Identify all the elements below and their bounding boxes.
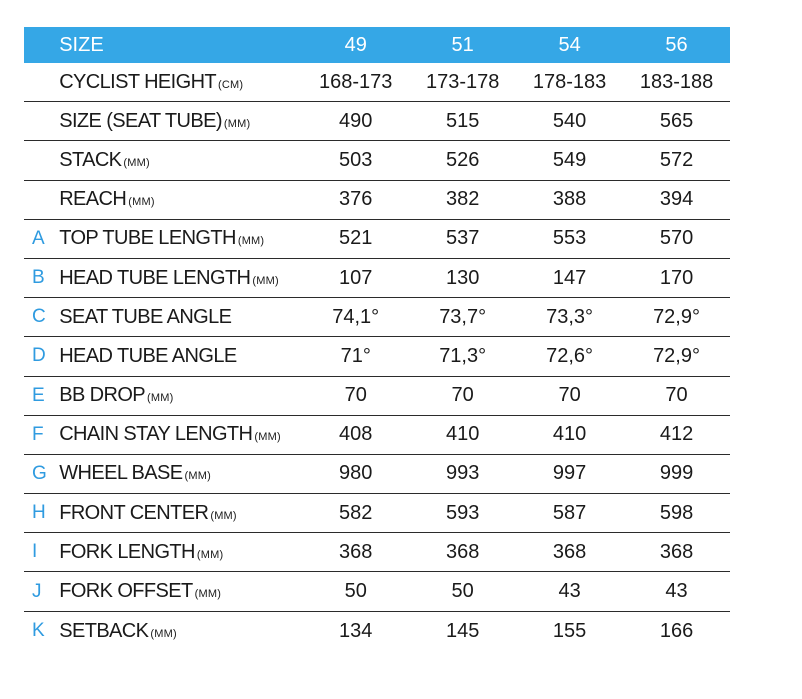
header-size-label: SIZE <box>59 33 104 56</box>
table-cell: 70 <box>451 384 474 407</box>
row-unit: (MM) <box>237 235 265 248</box>
table-cell: 503 <box>339 148 373 171</box>
row-label <box>59 384 302 407</box>
table-cell: 71° <box>340 344 371 367</box>
table-cell: 147 <box>552 266 587 289</box>
table-cell: 412 <box>659 423 694 446</box>
table-cell: 490 <box>339 109 373 132</box>
row-label <box>59 267 302 290</box>
table-cell: 368 <box>659 540 694 563</box>
row-letter: K <box>32 620 45 642</box>
table-cell: 43 <box>558 580 581 603</box>
row-letter: E <box>32 384 45 406</box>
table-cell: 382 <box>445 188 480 211</box>
table-cell: 50 <box>344 580 367 603</box>
row-label <box>59 502 302 525</box>
table-cell: 993 <box>445 462 480 485</box>
table-cell: 178-183 <box>532 70 607 93</box>
table-cell: 999 <box>659 462 694 485</box>
row-name: SEAT TUBE ANGLE <box>59 305 232 328</box>
row-name: CYCLIST HEIGHT <box>59 70 217 93</box>
table-cell: 155 <box>552 619 587 642</box>
row-label <box>59 620 302 643</box>
table-cell: 368 <box>445 540 480 563</box>
table-cell: 582 <box>339 501 373 524</box>
row-name: CHAIN STAY LENGTH <box>59 423 253 446</box>
row-letter: C <box>32 306 46 328</box>
table-cell: 70 <box>344 384 367 407</box>
row-label <box>59 149 302 172</box>
table-cell: 368 <box>339 540 373 563</box>
row-unit: (CM) <box>218 78 244 91</box>
table-cell: 587 <box>552 501 587 524</box>
table-cell: 71,3° <box>439 344 487 367</box>
table-row <box>24 181 730 220</box>
row-unit: (MM) <box>194 588 222 601</box>
table-cell: 130 <box>445 266 480 289</box>
table-row <box>24 220 730 259</box>
table-cell: 515 <box>445 109 480 132</box>
table-row <box>24 259 730 298</box>
table-cell: 43 <box>665 580 688 603</box>
table-cell: 997 <box>552 462 587 485</box>
row-unit: (MM) <box>184 470 211 483</box>
table-cell: 72,6° <box>546 344 594 367</box>
table-row <box>24 63 730 102</box>
table-cell: 173-178 <box>425 70 500 93</box>
row-label <box>59 306 302 329</box>
table-cell: 72,9° <box>653 305 700 328</box>
table-cell: 73,3° <box>546 305 594 328</box>
table-row <box>24 377 730 416</box>
table-cell: 134 <box>339 619 373 642</box>
geometry-table <box>24 27 730 651</box>
table-cell: 570 <box>659 227 694 250</box>
table-cell: 168-173 <box>319 70 393 93</box>
row-letter: D <box>32 345 46 367</box>
table-cell: 70 <box>558 384 581 407</box>
table-cell: 73,7° <box>439 305 487 328</box>
row-unit: (MM) <box>128 196 155 209</box>
table-header-row <box>24 27 730 63</box>
table-cell: 537 <box>445 227 480 250</box>
header-size-51: 51 <box>451 33 474 56</box>
row-unit: (MM) <box>252 274 279 287</box>
row-letter: F <box>32 423 44 445</box>
row-label <box>59 227 302 250</box>
table-cell: 74,1° <box>332 305 380 328</box>
table-cell: 410 <box>552 423 587 446</box>
row-label <box>59 71 302 94</box>
table-cell: 145 <box>445 619 480 642</box>
row-name: FORK OFFSET <box>59 580 193 603</box>
row-name: FORK LENGTH <box>59 540 195 563</box>
header-size-49: 49 <box>344 33 367 56</box>
row-name: WHEEL BASE <box>59 462 183 485</box>
row-name: SETBACK <box>59 619 149 642</box>
row-label <box>59 188 302 211</box>
row-label <box>59 423 302 446</box>
row-name: SIZE (SEAT TUBE) <box>59 109 222 132</box>
table-cell: 388 <box>552 188 587 211</box>
table-cell: 368 <box>552 540 587 563</box>
table-cell: 980 <box>339 462 373 485</box>
row-name: STACK <box>59 148 122 171</box>
table-row <box>24 298 730 337</box>
table-row <box>24 533 730 572</box>
row-unit: (MM) <box>210 509 237 522</box>
row-label <box>59 462 302 485</box>
table-cell: 50 <box>451 580 474 603</box>
row-unit: (MM) <box>150 627 177 640</box>
table-cell: 107 <box>339 266 373 289</box>
table-cell: 394 <box>659 188 694 211</box>
table-cell: 549 <box>552 148 587 171</box>
row-name: HEAD TUBE ANGLE <box>59 344 237 367</box>
row-letter: A <box>32 227 45 249</box>
table-cell: 593 <box>445 501 480 524</box>
table-body <box>24 63 730 651</box>
row-unit: (MM) <box>223 117 251 130</box>
row-label <box>59 345 302 368</box>
row-letter: I <box>32 541 38 563</box>
table-cell: 166 <box>659 619 694 642</box>
table-cell: 376 <box>339 188 373 211</box>
table-cell: 183-188 <box>639 70 714 93</box>
row-letter: H <box>32 502 46 524</box>
table-cell: 598 <box>659 501 694 524</box>
row-name: FRONT CENTER <box>59 501 209 524</box>
table-cell: 540 <box>552 109 587 132</box>
table-cell: 526 <box>445 148 480 171</box>
row-label <box>59 541 302 564</box>
header-size-56: 56 <box>665 33 688 56</box>
table-cell: 572 <box>659 148 694 171</box>
table-row <box>24 141 730 180</box>
row-label <box>59 580 302 603</box>
row-name: TOP TUBE LENGTH <box>59 227 236 250</box>
table-cell: 70 <box>665 384 688 407</box>
header-size-54: 54 <box>558 33 581 56</box>
table-cell: 565 <box>659 109 694 132</box>
row-unit: (MM) <box>196 548 224 561</box>
row-letter: G <box>32 462 47 484</box>
row-name: HEAD TUBE LENGTH <box>59 266 251 289</box>
table-row <box>24 102 730 141</box>
table-cell: 521 <box>339 227 373 250</box>
row-unit: (MM) <box>123 156 150 169</box>
table-row <box>24 572 730 611</box>
row-name: BB DROP <box>59 384 146 407</box>
table-row <box>24 455 730 494</box>
table-cell: 553 <box>552 227 587 250</box>
table-row <box>24 494 730 533</box>
row-letter: B <box>32 267 45 289</box>
row-name: REACH <box>59 188 127 211</box>
table-cell: 72,9° <box>653 344 700 367</box>
table-cell: 170 <box>659 266 694 289</box>
row-letter: J <box>32 580 42 602</box>
table-row <box>24 612 730 651</box>
table-cell: 410 <box>445 423 480 446</box>
row-unit: (MM) <box>254 431 281 444</box>
table-row <box>24 416 730 455</box>
table-cell: 408 <box>339 423 373 446</box>
row-label <box>59 110 302 133</box>
table-row <box>24 337 730 376</box>
row-unit: (MM) <box>147 392 174 405</box>
